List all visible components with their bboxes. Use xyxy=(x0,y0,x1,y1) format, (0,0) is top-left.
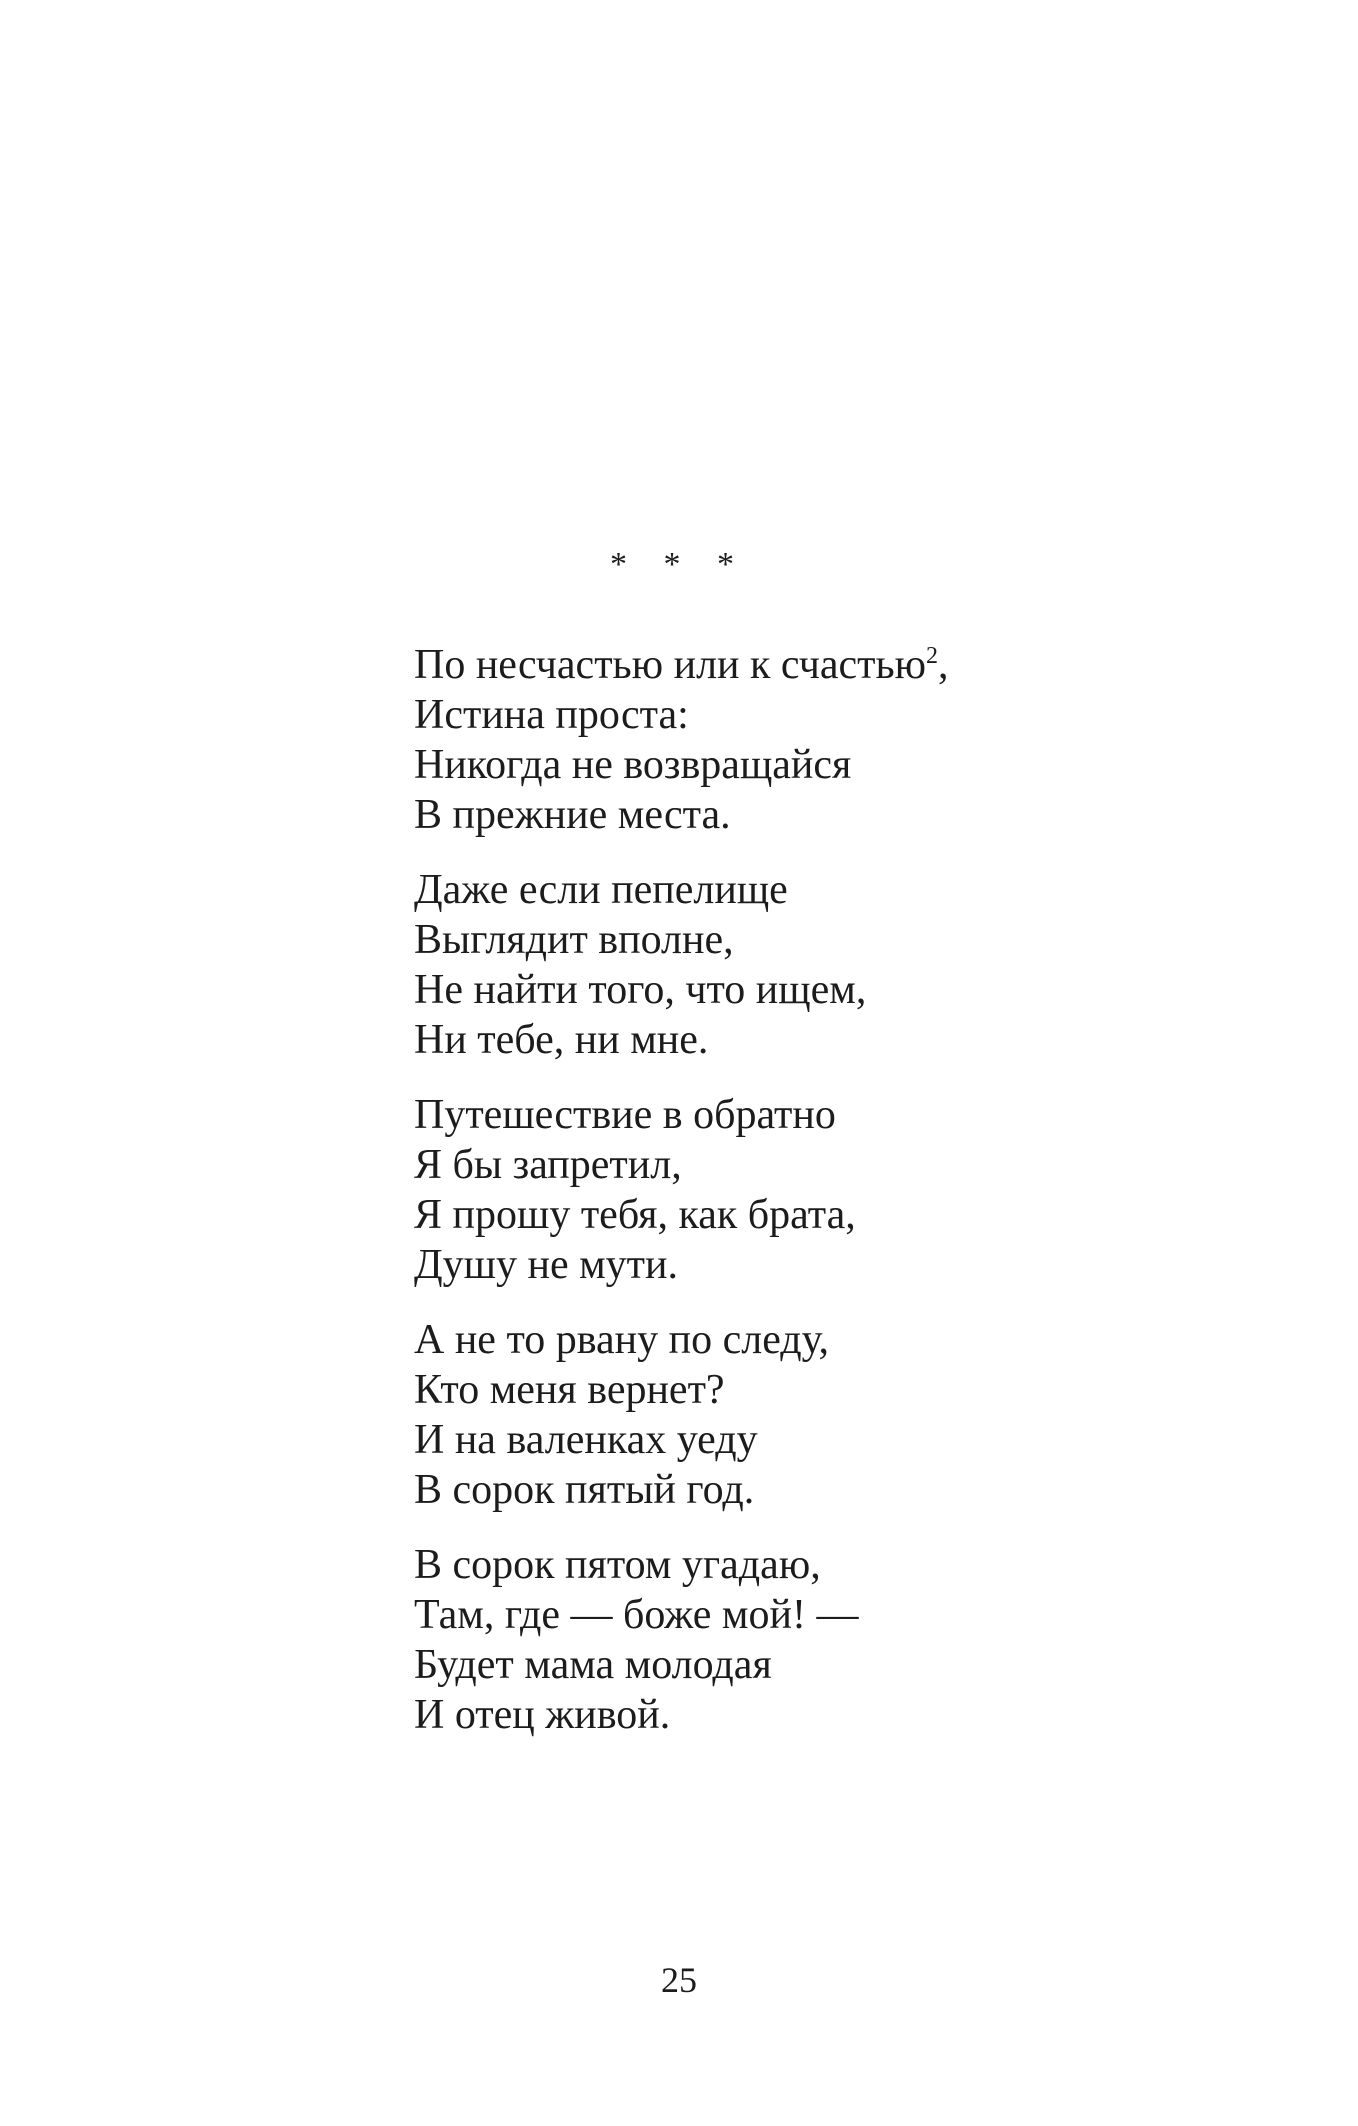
poem xyxy=(414,640,1114,1765)
poem-line: В сорок пятый год. xyxy=(414,1467,755,1513)
poem-line: Не найти того, что ищем, xyxy=(414,967,867,1013)
page-number: 25 xyxy=(661,1960,697,2000)
poem-line: А не то рвану по следу, xyxy=(414,1317,829,1363)
stanza-1 xyxy=(414,640,1114,840)
stanza-5 xyxy=(414,1540,1114,1740)
poem-line-text: По несчастью или к счастью xyxy=(414,642,926,688)
poem-line: Я прошу тебя, как брата, xyxy=(414,1192,856,1238)
poem-line: Истина проста: xyxy=(414,692,689,738)
poem-line xyxy=(414,640,1114,690)
poem-line-punctuation: , xyxy=(938,642,949,688)
poem-line: Выглядит вполне, xyxy=(414,917,734,963)
poem-line: Путешествие в обратно xyxy=(414,1092,836,1138)
poem-line: Я бы запретил, xyxy=(414,1142,682,1188)
stanza-2 xyxy=(414,865,1114,1065)
poem-line: Будет мама молодая xyxy=(414,1642,772,1688)
stanza-4 xyxy=(414,1315,1114,1515)
poem-line: Даже если пепелище xyxy=(414,867,788,913)
footnote-reference[interactable]: 2 xyxy=(926,643,938,669)
poem-line: И на валенках уеду xyxy=(414,1417,758,1463)
poem-line: Душу не мути. xyxy=(414,1242,679,1288)
section-divider: * * * xyxy=(610,546,748,583)
poem-line: Там, где — боже мой! — xyxy=(414,1592,859,1638)
poem-line: Никогда не возвращайся xyxy=(414,742,852,788)
poem-line: В прежние места. xyxy=(414,792,731,838)
poem-line: В сорок пятом угадаю, xyxy=(414,1542,821,1588)
poem-line: И отец живой. xyxy=(414,1692,671,1738)
poem-line: Ни тебе, ни мне. xyxy=(414,1017,709,1063)
stanza-3 xyxy=(414,1090,1114,1290)
poem-line: Кто меня вернет? xyxy=(414,1367,725,1413)
